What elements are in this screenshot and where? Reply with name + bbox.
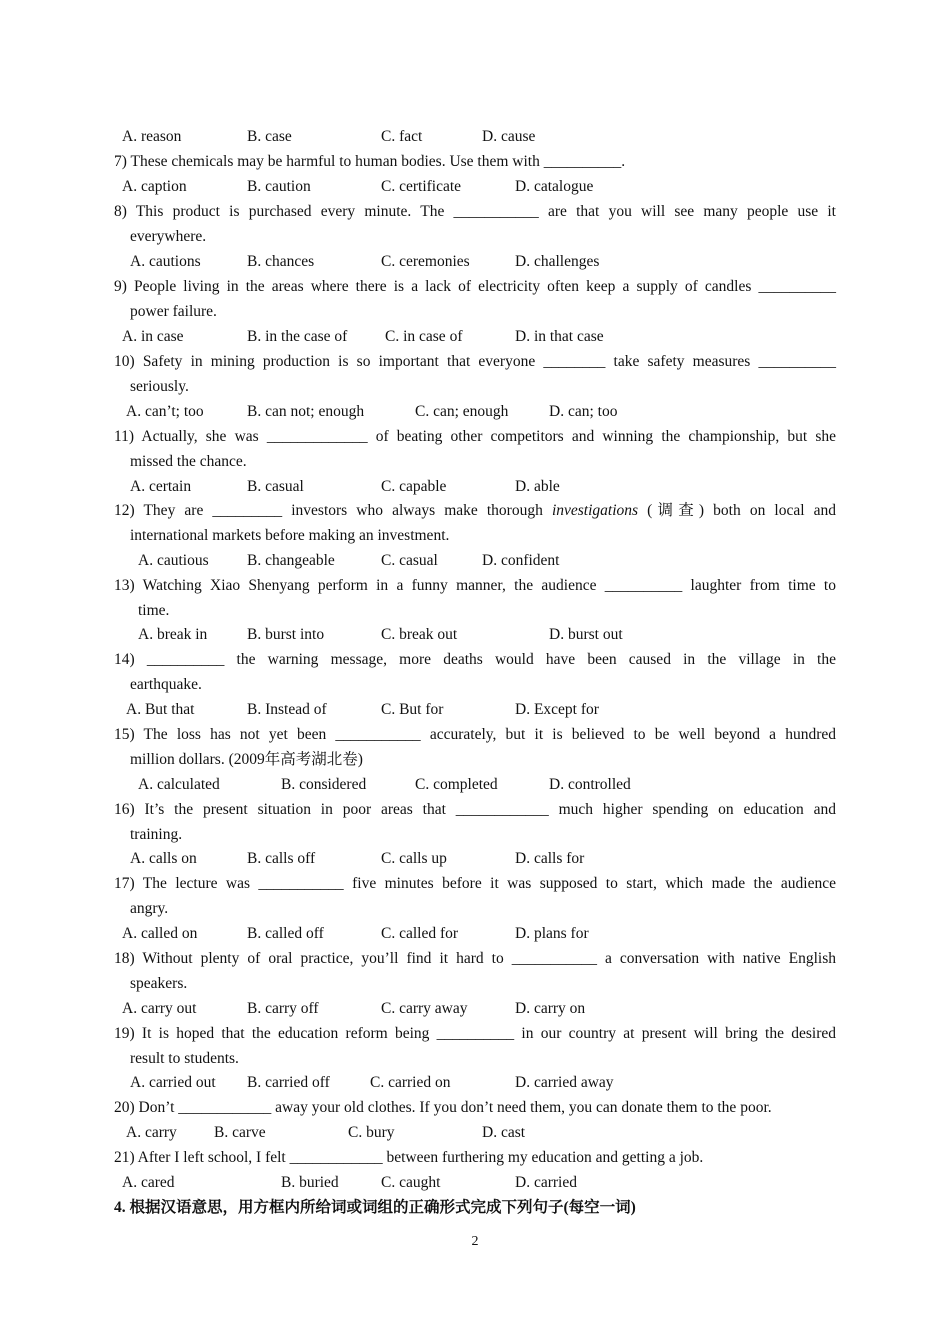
option-a: A. in case [122,328,184,345]
option-a: A. reason [122,128,182,145]
option-b: B. burst into [247,626,325,643]
option-a: A. carried out [130,1074,216,1091]
q14-text: 14) __________ the warning message, more deaths would have been caused in the village in the [114,651,836,668]
option-d: D. carried away [515,1074,614,1091]
option-b: B. caution [247,178,311,195]
q14-text-cont: earthquake. [130,676,202,693]
q17-text-cont: angry. [130,900,169,917]
q20-text: 20) Don’t ____________ away your old clothes. If you don’t need them, you can donate them to the poor. [114,1099,772,1116]
option-a: A. carry [126,1124,177,1141]
q12-text-start: 12) They are _________ investors who always make thorough [114,502,552,519]
q19-options [114,1070,836,1095]
option-c: C. capable [381,478,447,495]
option-a: A. called on [122,925,198,942]
q9-text: 9) People living in the areas where there is a lack of electricity often keep a supply of candles __________ [114,278,836,295]
option-c: C. can; enough [415,403,509,420]
q14-options [114,697,836,722]
option-c: C. ceremonies [381,253,470,270]
option-b: B. can not; enough [247,403,365,420]
option-d: D. calls for [515,850,585,867]
option-c: C. break out [381,626,458,643]
option-c: C. bury [348,1124,395,1141]
option-a: A. calls on [130,850,197,867]
option-d: D. cause [482,128,536,145]
q7-text: 7) These chemicals may be harmful to human bodies. Use them with __________. [114,153,626,170]
option-c: C. called for [381,925,459,942]
option-b: B. case [247,128,292,145]
q16-options [114,846,836,871]
option-c: C. in case of [385,328,463,345]
option-b: B. considered [281,776,367,793]
q12-italic-term: investigations [551,502,639,519]
option-c: C. casual [381,552,438,569]
option-b: B. changeable [247,552,335,569]
option-b: B. carry off [247,1000,319,1017]
q12-text [114,498,836,523]
q11-text: 11) Actually, she was _____________ of beating other competitors and winning the championship, but she [114,428,836,445]
option-a: A. certain [130,478,192,495]
option-d: D. burst out [549,626,623,643]
option-b: B. chances [247,253,315,270]
q13-text-cont: time. [138,602,170,619]
option-b: B. carried off [247,1074,330,1091]
option-c: C. completed [415,776,498,793]
option-d: D. cast [482,1124,526,1141]
q18-text-cont: speakers. [130,975,188,992]
option-d: D. in that case [515,328,604,345]
page-number: 2 [471,1234,479,1249]
q16-text-cont: training. [130,826,183,843]
option-b: B. carve [214,1124,266,1141]
option-a: A. cared [122,1174,175,1191]
option-a: A. carry out [122,1000,197,1017]
q13-text: 13) Watching Xiao Shenyang perform in a funny manner, the audience __________ laughter from time to [114,577,836,594]
q19-text-cont: result to students. [130,1050,239,1067]
option-d: D. controlled [549,776,631,793]
option-a: A. break in [138,626,208,643]
q7-options [114,174,836,199]
q16-text: 16) It’s the present situation in poor areas that ____________ much higher spending on education and [114,801,836,818]
section-heading: 4. 根据汉语意思，用方框内所给词或词组的正确形式完成下列句子(每空一词) [114,1199,636,1216]
q11-text-cont: missed the chance. [130,453,247,470]
q8-text-cont: everywhere. [130,228,207,245]
option-d: D. carry on [515,1000,586,1017]
q15-options [114,772,836,797]
option-b: B. in the case of [247,328,348,345]
option-d: D. Except for [515,701,599,718]
q9-options [114,324,836,349]
option-d: D. can; too [549,403,618,420]
q19-text: 19) It is hoped that the education reform being __________ in our country at present will bring the desired [114,1025,836,1042]
option-d: D. able [515,478,560,495]
q12-text-cont: international markets before making an investment. [130,527,450,544]
option-a: A. cautious [138,552,209,569]
option-d: D. challenges [515,253,600,270]
q13-options [114,622,836,647]
q17-text: 17) The lecture was ___________ five minutes before it was supposed to start, which made the audience [114,875,836,892]
option-d: D. catalogue [515,178,594,195]
option-a: A. cautions [130,253,201,270]
option-c: C. certificate [381,178,462,195]
q21-text: 21) After I left school, I felt ____________ between furthering my education and getting a job. [114,1149,704,1166]
option-c: C. fact [381,128,423,145]
q12-text-end: (调查) both on local and [638,502,837,519]
option-b: B. calls off [247,850,316,867]
q11-options [114,474,836,499]
q18-text: 18) Without plenty of oral practice, you’ll find it hard to ___________ a conversation with native English [114,950,836,967]
option-d: D. confident [482,552,560,569]
q20-options [114,1120,836,1145]
option-c: C. But for [381,701,444,718]
q21-options [114,1170,836,1195]
option-c: C. carry away [381,1000,468,1017]
option-c: C. calls up [381,850,447,867]
option-a: A. But that [126,701,195,718]
q10-text-cont: seriously. [130,378,189,395]
option-a: A. caption [122,178,187,195]
option-c: C. caught [381,1174,441,1191]
q6-options [114,124,836,149]
option-d: D. carried [515,1174,577,1191]
q8-options [114,249,836,274]
option-b: B. called off [247,925,324,942]
q12-options [114,548,836,573]
q10-text: 10) Safety in mining production is so important that everyone ________ take safety measures __________ [114,353,836,370]
q8-text: 8) This product is purchased every minute. The ___________ are that you will see many people use it [114,203,836,220]
q18-options [114,996,836,1021]
q10-options [114,399,836,424]
option-a: A. calculated [138,776,220,793]
q15-text: 15) The loss has not yet been ___________ accurately, but it is believed to be well beyond a hundred [114,726,836,743]
option-b: B. Instead of [247,701,327,718]
option-d: D. plans for [515,925,589,942]
option-b: B. buried [281,1174,339,1191]
option-a: A. can’t; too [126,403,204,420]
q17-options [114,921,836,946]
q15-text-cont: million dollars. (2009年高考湖北卷) [130,751,363,768]
option-b: B. casual [247,478,304,495]
q9-text-cont: power failure. [130,303,217,320]
option-c: C. carried on [370,1074,451,1091]
